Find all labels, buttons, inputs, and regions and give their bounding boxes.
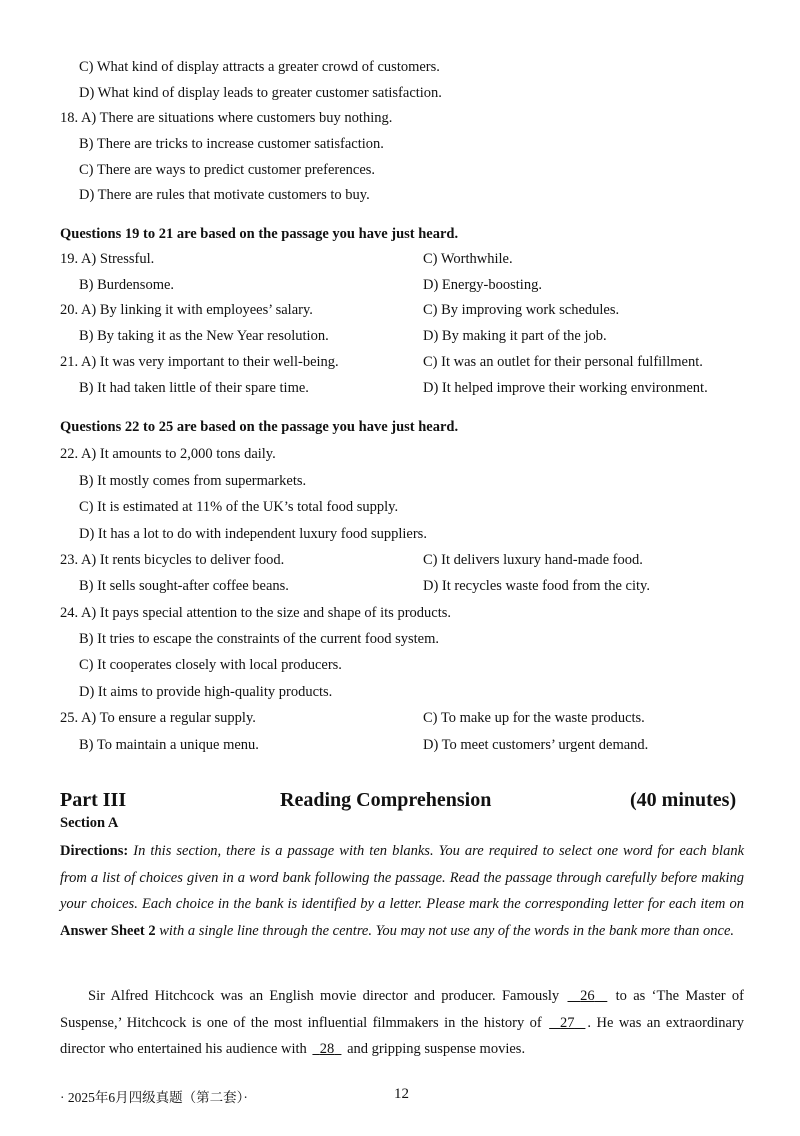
answer-sheet-reference: Answer Sheet 2 (60, 922, 156, 939)
q19-option-c: C) Worthwhile. (423, 251, 513, 267)
q25-option-c: C) To make up for the waste products. (423, 710, 645, 726)
q17-option-d: D) What kind of display leads to greater customer satisfaction. (79, 85, 442, 101)
q20-option-c: C) By improving work schedules. (423, 302, 620, 318)
directions-text-1: In this section, there is a passage with ten blanks. You are required to select one word for each blank from a list of choices given in a word bank following the passage. Read the passage through carefully before making your choices. Each choice in the bank is identified by a letter. Please mark the corresponding letter for each item on (60, 843, 745, 912)
directions-text-2: with a single line through the centre. You may not use any of the words in the bank more than once. (159, 922, 735, 939)
passage-text-3: . He was an extraordinary director who entertained his audience with (60, 1014, 745, 1057)
q18-option-b: B) There are tricks to increase customer satisfaction. (79, 136, 384, 152)
blank-27: 27 (560, 1014, 575, 1031)
q21-option-d: D) It helped improve their working environment. (423, 380, 708, 396)
q19-option-a: 19. A) Stressful. (60, 251, 155, 267)
part-title: Reading Comprehension (280, 789, 492, 811)
heading-questions-19-21: Questions 19 to 21 are based on the passage you have just heard. (60, 226, 459, 242)
q22-option-a: 22. A) It amounts to 2,000 tons daily. (60, 446, 276, 462)
q25-option-d: D) To meet customers’ urgent demand. (423, 737, 649, 753)
directions-label: Directions: (60, 843, 129, 859)
passage-text-1: Sir Alfred Hitchcock was an English movie director and producer. Famously (88, 988, 560, 1004)
q25-option-b: B) To maintain a unique menu. (79, 737, 259, 753)
q21-option-b: B) It had taken little of their spare time. (79, 380, 309, 396)
q24-option-a: 24. A) It pays special attention to the size and shape of its products. (60, 605, 452, 621)
blank-28: 28 (319, 1041, 335, 1057)
q24-option-b: B) It tries to escape the constraints of the current food system. (79, 631, 439, 647)
q24-option-d: D) It aims to provide high-quality products. (79, 684, 333, 700)
passage-paragraph (60, 983, 744, 1063)
q22-option-c: C) It is estimated at 11% of the UK’s total food supply. (79, 499, 399, 515)
heading-questions-22-25: Questions 22 to 25 are based on the passage you have just heard. (60, 419, 459, 435)
part-label: Part III (60, 789, 127, 811)
q22-option-d: D) It has a lot to do with independent luxury food suppliers. (79, 526, 427, 542)
q20-option-d: D) By making it part of the job. (423, 328, 607, 344)
q19-option-d: D) Energy-boosting. (423, 277, 542, 293)
q25-option-a: 25. A) To ensure a regular supply. (60, 710, 256, 726)
passage-text-4: and gripping suspense movies. (347, 1041, 526, 1057)
directions-paragraph (60, 838, 744, 944)
q19-option-b: B) Burdensome. (79, 277, 175, 293)
q20-option-a: 20. A) By linking it with employees’ salary. (60, 302, 313, 318)
q21-option-c: C) It was an outlet for their personal fulfillment. (423, 354, 703, 370)
q18-option-c: C) There are ways to predict customer preferences. (79, 162, 376, 178)
q24-option-c: C) It cooperates closely with local producers. (79, 657, 342, 673)
q23-option-d: D) It recycles waste food from the city. (423, 578, 650, 594)
q21-option-a: 21. A) It was very important to their well-being. (60, 354, 339, 370)
page-number: 12 (394, 1086, 409, 1102)
blank-26: 26 (580, 988, 595, 1004)
part-time: (40 minutes) (630, 789, 737, 811)
q23-option-b: B) It sells sought-after coffee beans. (79, 578, 289, 594)
footer-exam-label: · 2025年6月四级真题（第二套）· (60, 1090, 248, 1105)
q18-option-d: D) There are rules that motivate customers to buy. (79, 187, 370, 203)
q23-option-a: 23. A) It rents bicycles to deliver food. (60, 552, 285, 568)
q23-option-c: C) It delivers luxury hand-made food. (423, 552, 643, 568)
q20-option-b: B) By taking it as the New Year resolution. (79, 328, 329, 344)
q17-option-c: C) What kind of display attracts a greater crowd of customers. (79, 59, 440, 75)
q22-option-b: B) It mostly comes from supermarkets. (79, 473, 307, 489)
q18-option-a: 18. A) There are situations where customers buy nothing. (60, 110, 393, 126)
section-label: Section A (60, 815, 119, 831)
passage-text-2: to as ‘The Master of Suspense,’ Hitchcock is one of the most influential filmmakers in the history of (60, 988, 745, 1031)
